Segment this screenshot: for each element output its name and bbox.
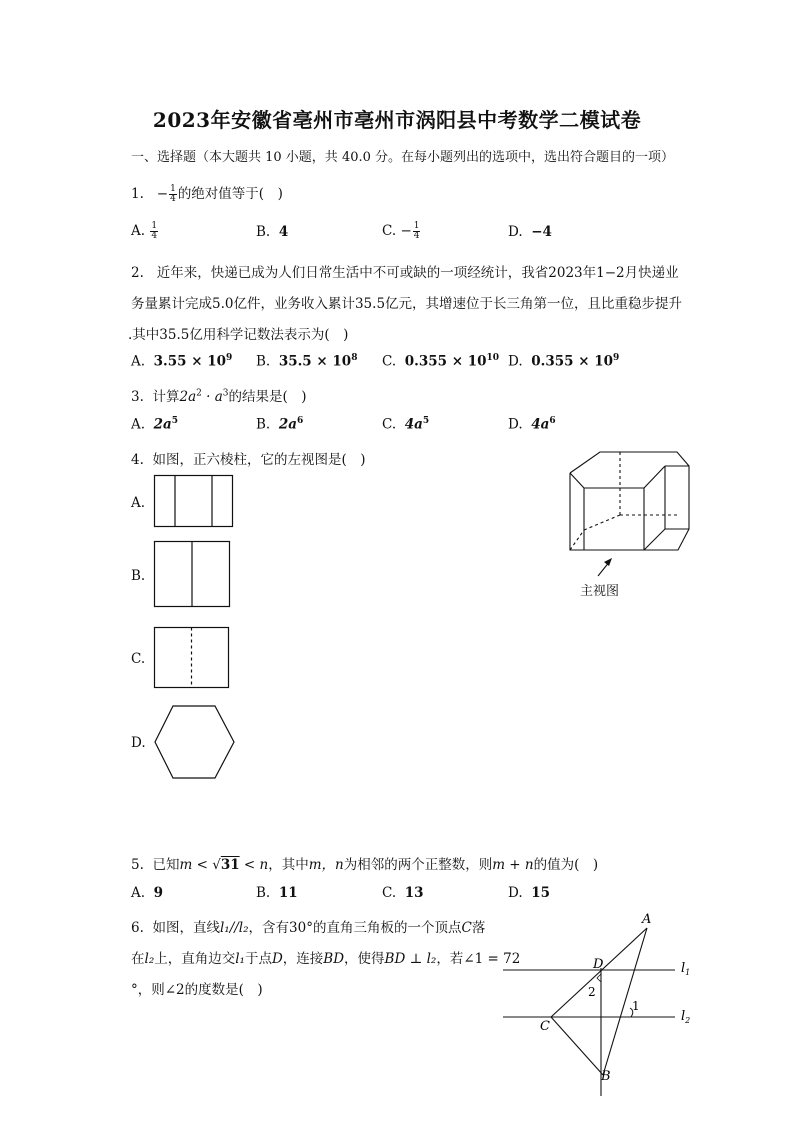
q5-option-a[interactable]: A. 9 — [131, 885, 164, 901]
sqrt-symbol: √ — [212, 857, 221, 873]
question-6-line-3: °，则∠2的度数是( ) — [131, 982, 263, 998]
q1-option-b[interactable]: B. 4 — [256, 224, 289, 240]
q3-option-a[interactable]: A. $2a^5$ — [131, 416, 179, 433]
question-4: 4. 如图，正六棱柱，它的左视图是( ) — [131, 452, 366, 468]
page-title: 2023年安徽省亳州市亳州市涡阳县中考数学二模试卷 — [152, 108, 642, 132]
question-2-line-1: 2. 近年来，快递已成为人们日常生活中不可或缺的一项经统计，我省2023年1−2月快递业 — [131, 265, 679, 281]
question-2-line-2: 务量累计完成5.0亿件，业务收入累计35.5亿元，其增速位于长三角第一位，且比重稳步提升 — [131, 296, 683, 312]
question-1 — [131, 182, 283, 204]
question-number: 1. — [131, 186, 144, 202]
q4-option-a-figure[interactable] — [153, 474, 235, 530]
q3-option-b[interactable]: B. $2a^6$ — [256, 416, 304, 433]
fraction: $\frac{1}{4}$ — [170, 184, 176, 204]
line-l2-label: $l_2$ — [681, 1009, 691, 1025]
question-6-line-1: 6. 如图，直线l₁//l₂，含有30°的直角三角板的一个顶点C落 — [131, 920, 486, 936]
figure-caption: 主视图 — [580, 584, 620, 599]
point-c-label: C — [540, 1019, 550, 1034]
question-6-line-2: 在l₂上，直角边交l₁于点D，连接BD，使得BD ⊥ l₂，若∠1 = 72 — [131, 951, 521, 967]
question-text: 的绝对值等于( ) — [177, 186, 283, 202]
question-2-line-3: .其中35.5亿用科学记数法表示为( ) — [128, 327, 349, 343]
q4-option-d-label[interactable]: D. — [131, 735, 146, 751]
q3-option-c[interactable]: C. $4a^5$ — [382, 416, 430, 433]
q2-option-c[interactable]: C. $0.355 \times 10^{10}$ — [382, 353, 500, 370]
q5-option-b[interactable]: B. 11 — [256, 885, 298, 901]
section-heading: 一、选择题（本大题共 10 小题，共 40.0 分。在每小题列出的选项中，选出符合题目的一项） — [131, 150, 675, 165]
q2-option-d[interactable]: D. $0.355 \times 10^9$ — [508, 353, 620, 370]
minus-sign: − — [156, 186, 169, 202]
q1-option-c[interactable]: C. − $\frac{1}{4}$ — [382, 221, 420, 241]
point-a-label: A — [642, 912, 652, 927]
angle-1-label: 1 — [632, 999, 640, 1013]
line-l1-label: $l_1$ — [681, 961, 691, 977]
q2-option-b[interactable]: B. $35.5 \times 10^8$ — [256, 353, 358, 370]
point-d-label: D — [593, 957, 604, 972]
q4-option-a-label[interactable]: A. — [131, 495, 146, 511]
q5-option-c[interactable]: C. 13 — [382, 885, 424, 901]
question-5: 5. 已知m < √31 < n，其中m，n为相邻的两个正整数，则m + n的值为( ) — [131, 857, 599, 873]
q1-option-a[interactable]: A. $\frac{1}{4}$ — [131, 221, 158, 241]
q4-option-c-figure[interactable] — [153, 626, 231, 690]
question-3: 3. 计算$2a^2 \cdot a^3$的结果是( ) — [131, 388, 307, 405]
q3-option-d[interactable]: D. $4a^6$ — [508, 416, 556, 433]
q4-option-c-label[interactable]: C. — [131, 651, 146, 667]
q4-option-d-figure[interactable] — [153, 704, 237, 780]
q4-option-b-figure[interactable] — [153, 540, 233, 610]
parallel-lines-figure — [500, 908, 700, 1098]
point-b-label: B — [601, 1069, 611, 1084]
angle-2-label: 2 — [588, 985, 596, 999]
q2-option-a[interactable]: A. $3.55 \times 10^9$ — [131, 353, 233, 370]
q4-option-b-label[interactable]: B. — [131, 568, 146, 584]
q5-option-d[interactable]: D. 15 — [508, 885, 551, 901]
q1-option-d[interactable]: D. −4 — [508, 224, 552, 240]
